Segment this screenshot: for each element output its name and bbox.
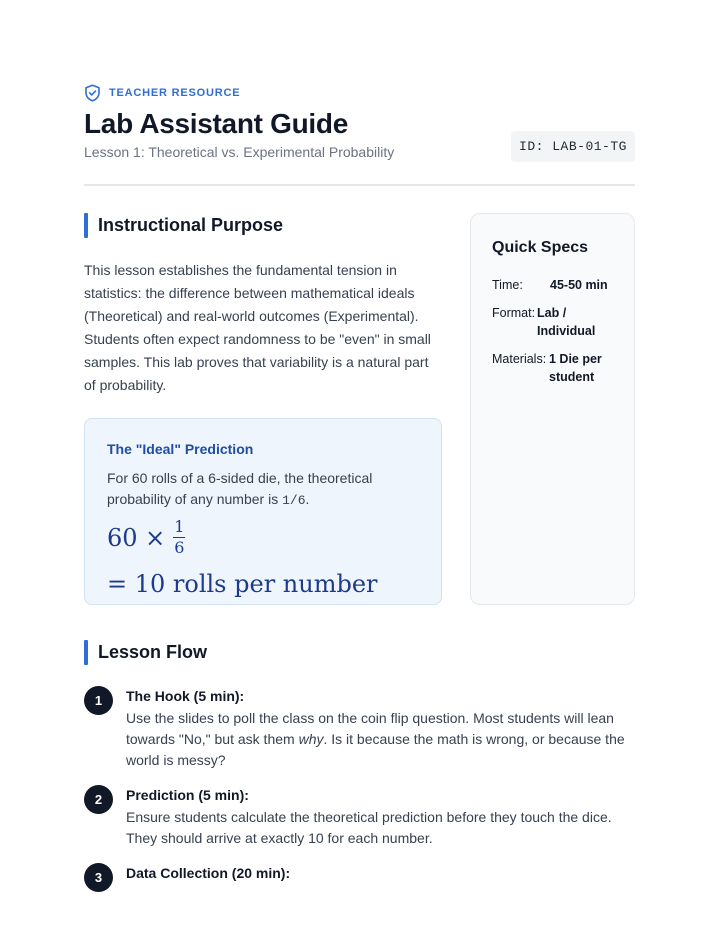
step-text-1 [126, 708, 631, 771]
spec-label: Materials: [492, 352, 547, 366]
section-heading-purpose [84, 213, 283, 238]
spec-row-format [492, 304, 607, 340]
ideal-text-part: For 60 rolls of a 6-sided die, the theoretical probability of any number is [107, 470, 373, 507]
eyebrow-label: TEACHER RESOURCE [109, 87, 241, 99]
ideal-text-end: . [305, 491, 310, 507]
section-accent-bar [84, 640, 88, 665]
math-numerator: 1 [174, 517, 185, 536]
page-subtitle: Lesson 1: Theoretical vs. Experimental Probability [84, 144, 395, 160]
header-divider [84, 184, 635, 186]
math-fraction [173, 519, 185, 556]
spec-value: 1 Die per student [549, 352, 602, 384]
math-lhs: 60 × [107, 523, 166, 552]
spec-label: Format: [492, 306, 536, 320]
step-text-part: Use the slides to poll the class on the coin flip question. Most students will lean towards "No," but ask them [126, 710, 614, 747]
step-title-1: The Hook (5 min): [126, 688, 245, 704]
ideal-prediction-title: The "Ideal" Prediction [107, 441, 254, 457]
shield-check-icon [84, 84, 101, 102]
section-heading-flow [84, 640, 207, 665]
quick-specs-title: Quick Specs [492, 239, 589, 256]
math-result: = 10 rolls per number [107, 570, 378, 598]
section-title-purpose: Instructional Purpose [98, 215, 284, 235]
step-number-3: 3 [84, 863, 113, 892]
spec-row-time [492, 276, 608, 294]
math-expression [107, 519, 185, 556]
step-number-1: 1 [84, 686, 113, 715]
quick-specs-card [470, 213, 635, 605]
spec-row-materials [492, 350, 629, 386]
ideal-prediction-callout [84, 418, 442, 605]
step-text-2: Ensure students calculate the theoretical prediction before they touch the dice. They should arrive at exactly 10 for each number. [126, 809, 612, 846]
section-title-flow: Lesson Flow [98, 642, 208, 662]
step-text-part: . Is it because the math is wrong, or because the world is messy? [126, 731, 625, 768]
inline-fraction: 1/6 [282, 493, 306, 508]
step-title-2: Prediction (5 min): [126, 787, 249, 803]
step-text-emphasis: why [298, 731, 324, 747]
eyebrow [84, 84, 240, 102]
step-number-2: 2 [84, 785, 113, 814]
spec-value: 45-50 min [550, 278, 608, 292]
spec-value: Lab / Individual [537, 306, 596, 338]
ideal-prediction-text [107, 468, 417, 511]
purpose-paragraph: This lesson establishes the fundamental tension in statistics: the difference between mathematical ideals (Theoretical) and real-world outcomes (Experimental). Students often expect randomness to be "even" in small samples. This lab proves that variability is a natural part of probability. [84, 262, 431, 393]
spec-label: Time: [492, 278, 523, 292]
document-id-badge: ID: LAB-01-TG [511, 131, 635, 162]
page-title: Lab Assistant Guide [84, 108, 348, 139]
step-title-3: Data Collection (20 min): [126, 865, 291, 881]
math-denominator: 6 [174, 538, 185, 557]
section-accent-bar [84, 213, 88, 238]
